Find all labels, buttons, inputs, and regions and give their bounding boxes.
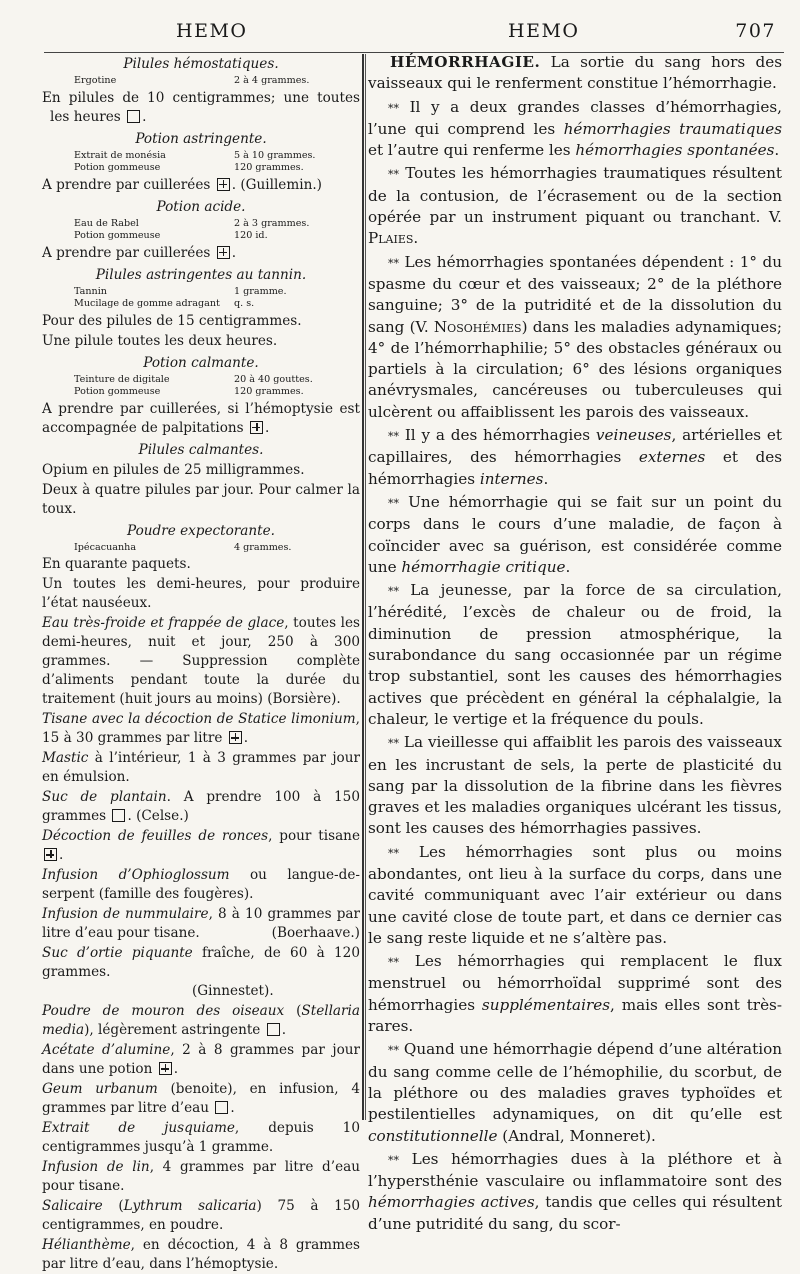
remedy-name: Eau très-froide et frappée de glace [42, 615, 285, 631]
instruction-text: A prendre par cuillerées . [42, 244, 237, 261]
article-paragraph [368, 492, 782, 578]
box-symbol-icon [267, 1023, 280, 1036]
article-heading-paragraph [368, 52, 782, 95]
emphasis: supplémentaires [481, 995, 610, 1014]
paragraph-text: Les hémorrhagies qui remplacent le flux menstruel ou hémorrhoïdal supprimé sont des hémorrhagies [368, 952, 782, 1014]
cross-reference: Plaies [368, 229, 414, 248]
asterism-icon: * [393, 168, 399, 182]
paragraph-text: . [413, 229, 419, 248]
article-paragraph [368, 1039, 782, 1146]
remedy-entry [42, 1158, 360, 1196]
right-column [368, 52, 783, 1233]
remedy-text: ( [102, 1198, 124, 1214]
asterism-icon: * [393, 1153, 399, 1167]
asterism-icon: * [393, 101, 399, 115]
boxed-plus-icon [217, 178, 230, 191]
remedy-latin-name: Stellaria media [42, 1003, 360, 1038]
remedy-text: (benoite), en infusion, 4 grammes par litre d’eau [42, 1081, 360, 1116]
instruction-text-part: A prendre par cuillerées [42, 244, 211, 261]
remedy-entry [42, 614, 360, 709]
remedy-name: Suc d’ortie piquante [42, 945, 193, 961]
article-paragraph [368, 842, 782, 949]
asterism-icon: * [393, 496, 399, 510]
instruction-text: En pilules de 10 centigrammes; une toutes les heures . [42, 89, 360, 125]
remedy-entry: Geum urbanum (benoite), en infusion, 4 grammes par litre d’eau . [42, 1081, 360, 1116]
remedy-entry: Poudre de mouron des oiseaux (Stellaria media), légèrement astringente . [42, 1003, 360, 1038]
boxed-plus-icon [159, 1062, 172, 1075]
ingredient-row [42, 75, 360, 88]
paragraph-text: , mais elles sont très-rares. [368, 995, 782, 1036]
ingredient-name: Potion gommeuse [74, 386, 161, 397]
ingredient-qty: 2 à 3 grammes. [234, 217, 310, 229]
asterism-icon: * [388, 168, 394, 182]
ingredient-row [42, 150, 360, 163]
asterism-icon: * [388, 585, 394, 599]
asterism-icon: * [393, 737, 399, 751]
ingredient-row [42, 218, 360, 231]
paragraph-text: . [774, 141, 780, 160]
remedy-text: , 15 à 30 grammes par litre [42, 711, 360, 746]
remedy-entry [42, 1197, 360, 1235]
asterism-icon: * [393, 846, 399, 860]
instruction-text: A prendre par cuillerées, si l’hémoptysie est accompagnée de palpitations . [42, 400, 360, 436]
instruction-text: Deux à quatre pilules par jour. Pour calmer la toux. [42, 481, 360, 517]
remedy-name: Hélianthème [42, 1237, 131, 1253]
asterism-icon: * [388, 256, 394, 270]
recipe-title: Potion acide. [156, 198, 246, 215]
remedy-text: , en décoction, 4 à 8 grammes par litre d’eau, dans l’hémoptysie. [42, 1237, 360, 1272]
ingredient-name: Ipécacuanha [74, 541, 137, 553]
column-separator-thin [365, 54, 366, 1120]
remedy-entry [42, 1119, 360, 1157]
emphasis: externes [638, 448, 706, 467]
remedy-name: Salicaire [42, 1198, 103, 1214]
ingredient-qty: 1 gramme. [234, 285, 287, 297]
remedy-text: fraîche, de 60 à 120 grammes. [42, 945, 360, 980]
paragraph-text: La jeunesse, par la force de sa circulation, l’hérédité, l’excès de chaleur ou de froid, la diminution de pression atmosphérique, la surabondance du sang occasionnée par un régime trop substantiel, sont les causes des hémorrhagies actives que précèdent en général la céphalalgie, la chaleur, le vertige et la fréquence du pouls. [368, 581, 783, 728]
ingredient-qty: q. s. [234, 298, 255, 309]
remedy-text: , 2 à 8 grammes par jour dans une potion [42, 1042, 361, 1077]
recipe-title: Potion calmante. [143, 354, 259, 371]
box-symbol-icon [127, 110, 140, 123]
paragraph-text: Toutes les hémorrhagies traumatiques résultent de la contusion, de l’écrasement ou de la section opérée par un instrument piquant ou tranchant. V. [368, 164, 782, 227]
asterism-icon: * [388, 430, 394, 444]
remedy-text: ( [284, 1003, 302, 1019]
paragraph-text: Il y a deux grandes classes d’hémorrhagies, l’une qui comprend les [368, 97, 782, 138]
emphasis: hémorrhagies spontanées [575, 141, 775, 160]
ingredient-name: Mucilage de gomme adragant [74, 298, 220, 309]
remedy-text: ), légèrement astringente [84, 1022, 261, 1038]
emphasis: internes [479, 469, 544, 488]
remedy-name: Acétate d’alumine [42, 1042, 171, 1058]
asterism-icon: * [393, 1044, 399, 1058]
instruction-text: En quarante paquets. [42, 556, 191, 572]
recipe-title: Poudre expectorante. [126, 522, 275, 539]
remedy-latin-name: Lythrum salicaria [123, 1198, 257, 1214]
instruction-text-part: A prendre par cuillerées, si l’hémoptysie est accompagnée de palpitations [42, 400, 360, 436]
remedy-citation: (Boerhaave.) [271, 925, 360, 941]
paragraph-text: . [565, 557, 571, 576]
paragraph-text: La sortie du sang hors des vaisseaux qui le renferment constitue l’hémorrhagie. [368, 53, 782, 93]
paragraph-text: , tandis que celles qui résultent d’une putridité du sang, du scor- [368, 1193, 782, 1233]
ingredient-name: Potion gommeuse [74, 230, 161, 241]
remedy-entry [42, 788, 360, 826]
remedy-text: , pour tisane [268, 828, 360, 844]
ingredient-row [42, 386, 360, 399]
asterism-icon: * [393, 585, 399, 599]
paragraph-text: La vieillesse qui affaiblit les parois des vaisseaux en les incrustant de sels, la perte de plasticité du sang par la dissolution de la fibrine dans les fièvres graves et les maladies organiques ulcérant les tissus, sont les causes des hémorrhagies passives. [368, 733, 782, 838]
remedy-text: , depuis 10 centigrammes jusqu’à 1 gramme. [42, 1120, 360, 1155]
article-heading: HÉMORRHAGIE. [390, 53, 541, 71]
recipe-title: Pilules astringentes au tannin. [95, 266, 307, 283]
recipe-title: Pilules calmantes. [138, 441, 264, 458]
ingredient-row [42, 162, 360, 175]
remedy-text: ou langue-de-serpent (famille des fougères). [42, 867, 360, 902]
recipe-title: Pilules hémostatiques. [123, 56, 279, 72]
emphasis: hémorrhagies actives [368, 1193, 535, 1212]
paragraph-text: et des hémorrhagies [368, 448, 782, 488]
ingredient-row [42, 286, 360, 299]
asterism-icon: * [388, 956, 394, 970]
remedy-name: Mastic [42, 750, 89, 766]
remedy-name: Poudre de mouron des oiseaux [42, 1003, 285, 1019]
article-paragraph [368, 732, 782, 839]
left-column [42, 52, 361, 1272]
remedy-name: Infusion de nummulaire [42, 906, 209, 922]
paragraph-text: et l’autre qui renferme les [368, 141, 576, 160]
paragraph-text: Une hémorrhagie qui se fait sur un point du corps dans le cours d’une maladie, de façon à coïncider avec sa guérison, est considérée comme une [368, 492, 783, 576]
ingredient-qty: 120 grammes. [234, 162, 304, 173]
box-symbol-icon [215, 1101, 228, 1114]
box-symbol-icon [112, 809, 125, 822]
remedy-name: Infusion d’Ophioglossum [42, 867, 230, 883]
instruction-text: Un toutes les demi-heures, pour produire l’état nauséeux. [42, 576, 360, 611]
citation: (Guillemin.) [240, 176, 322, 193]
remedy-text: à l’intérieur, 1 à 3 grammes par jour en émulsion. [42, 750, 360, 785]
instruction-text: A prendre par cuillerées . (Guillemin.) [42, 176, 322, 193]
instruction-text-part: A prendre par cuillerées [42, 176, 211, 193]
remedy-entry: Acétate d’alumine, 2 à 8 grammes par jour dans une potion . [42, 1042, 361, 1077]
ingredient-qty: 120 grammes. [234, 386, 304, 397]
article-paragraph [368, 163, 782, 249]
ingredient-row [42, 230, 360, 243]
asterism-icon: * [388, 496, 394, 510]
asterism-icon: * [393, 256, 399, 270]
asterism-icon: * [388, 737, 394, 751]
boxed-plus-icon [44, 848, 57, 861]
remedy-entry [42, 749, 360, 787]
page-number: 707 [735, 20, 776, 42]
ingredient-name: Teinture de digitale [74, 373, 170, 385]
ingredient-name: Potion gommeuse [74, 162, 161, 173]
page-header-right: HEMO [508, 20, 580, 42]
ingredient-qty: 5 à 10 grammes. [234, 149, 316, 161]
ingredient-name: Ergotine [74, 75, 117, 86]
emphasis: hémorrhagies traumatiques [563, 119, 783, 138]
remedy-entry [42, 905, 360, 943]
remedy-name: Décoction de feuilles de ronces [42, 828, 269, 844]
ingredient-name: Tannin [74, 285, 107, 297]
article-paragraph [368, 1149, 782, 1235]
asterism-icon: * [393, 956, 399, 970]
boxed-plus-icon [250, 421, 263, 434]
article-paragraph [368, 97, 782, 162]
article-paragraph [368, 252, 782, 423]
asterism-icon: * [388, 846, 394, 860]
paragraph-text: Les hémorrhagies sont plus ou moins abondantes, ont lieu à la surface du corps, dans une cavité communiquant avec l’air extérieur ou dans une cavité close de toute part, et dans ce dernier cas le sang reste liquide et ne s’altère pas. [368, 842, 783, 947]
remedy-entry [42, 866, 360, 904]
boxed-plus-icon [217, 246, 230, 259]
paragraph-text: . [543, 469, 549, 488]
paragraph-text: Les hémorrhagies dues à la pléthore et à l’hypersthénie vasculaire ou inflammatoire sont des [368, 1149, 782, 1191]
emphasis: veineuses [595, 426, 672, 445]
instruction-text: Opium en pilules de 25 milligrammes. [42, 461, 305, 478]
paragraph-text: , artérielles et capillaires, des hémorrhagies [368, 426, 782, 467]
remedy-text: , toutes les demi-heures, nuit et jour, 250 à 300 grammes. — Suppression complète d’aliments pendant toute la durée du traitement (huit jours au moins) (Borsière). [42, 615, 361, 707]
ingredient-row [42, 298, 360, 311]
remedy-name: Extrait de jusquiame [42, 1120, 235, 1136]
remedy-text: ) 75 à 150 centigrammes, en poudre. [42, 1198, 361, 1233]
ingredient-qty: 20 à 40 gouttes. [234, 373, 313, 385]
paragraph-text: Quand une hémorrhagie dépend d’une altération du sang comme celle de l’hémophilie, du scorbut, de la pléthore ou des maladies graves typhoïdes et pestilentielles adynamiques, on dit qu’elle est [368, 1040, 783, 1124]
remedy-citation: . (Celse.) [127, 808, 189, 824]
remedy-entry: Tisane avec la décoction de Statice limonium, 15 à 30 grammes par litre . [42, 711, 360, 746]
boxed-plus-icon [229, 731, 242, 744]
remedy-name: Geum urbanum [42, 1081, 158, 1097]
ingredient-name: Eau de Rabel [74, 217, 139, 229]
remedy-text: , 4 grammes par litre d’eau pour tisane. [42, 1159, 360, 1194]
remedy-name: Suc de plantain [42, 789, 167, 805]
ingredient-row [42, 374, 360, 387]
ingredient-qty: 2 à 4 grammes. [234, 75, 310, 86]
paragraph-text: Les hémorrhagies spontanées dépendent : 1° du spasme du cœur et des vaisseaux; 2° de la pléthore sanguine; 3° de la putridité et de la dissolution du sang (V. [368, 252, 782, 336]
cross-reference: Nosohémies [433, 317, 522, 336]
instruction-text: Une pilule toutes les deux heures. [42, 332, 278, 349]
remedy-name: Tisane avec la décoction de Statice limonium [42, 711, 356, 727]
remedy-entry [42, 944, 360, 1001]
asterism-icon: * [393, 430, 399, 444]
paragraph-text: Il y a des hémorrhagies [404, 426, 596, 445]
remedy-citation: (Ginnestet). [192, 983, 274, 999]
column-separator [362, 54, 364, 1120]
asterism-icon: * [388, 1044, 394, 1058]
instruction-text: Pour des pilules de 15 centigrammes. [42, 312, 302, 329]
asterism-icon: * [388, 1153, 394, 1167]
ingredient-qty: 120 id. [234, 230, 268, 241]
ingredient-name: Extrait de monésia [74, 149, 166, 161]
emphasis: hémorrhagie critique [401, 557, 566, 576]
emphasis: constitutionnelle [368, 1126, 498, 1145]
article-paragraph [368, 580, 782, 730]
ingredient-qty: 4 grammes. [234, 541, 292, 553]
remedy-text: . A prendre 100 à 150 grammes [42, 789, 360, 824]
page-header-left: HEMO [176, 20, 248, 42]
paragraph-text: (Andral, Monneret). [497, 1126, 656, 1145]
instruction-text-part: En pilules de 10 centigrammes; une toutes les heures [42, 89, 360, 125]
remedy-entry: Décoction de feuilles de ronces, pour tisane . [42, 828, 360, 863]
recipe-title: Potion astringente. [135, 130, 267, 147]
paragraph-text: ) dans les maladies adynamiques; 4° de l’hémorrhaphilie; 5° des obstacles généraux ou partiels à la circulation; 6° des lésions organiques anévrysmales, cancéreuses ou tuberculeuses qui ulcèrent ou affaiblissent les parois des vaisseaux. [368, 317, 782, 421]
article-paragraph [368, 425, 782, 490]
ingredient-row [42, 542, 360, 555]
remedy-entry [42, 1236, 360, 1274]
remedy-text: , 8 à 10 grammes par litre d’eau pour tisane. [42, 906, 361, 941]
article-paragraph [368, 951, 782, 1037]
asterism-icon: * [388, 101, 394, 115]
remedy-name: Infusion de lin [42, 1159, 150, 1175]
